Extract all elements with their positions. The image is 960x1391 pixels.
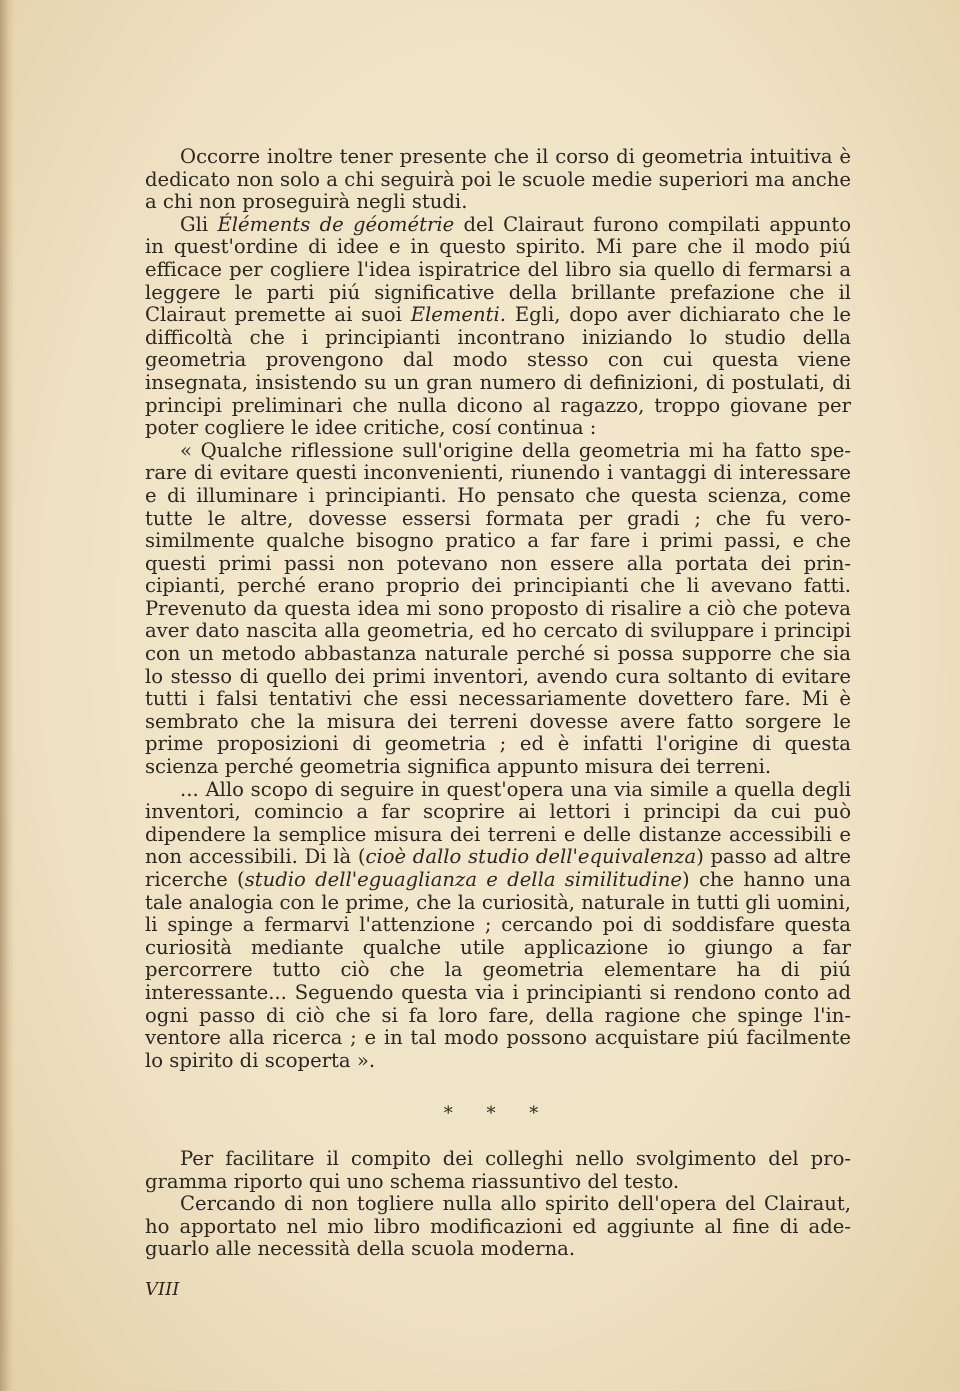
paragraph-quote-continued (145, 779, 851, 1073)
main-text (145, 146, 851, 1072)
italic-phrase: cioè dallo studio dell'equivalenza (365, 845, 697, 869)
italic-phrase: studio dell'eguaglianza e della similitudine (244, 868, 683, 891)
closing-text (145, 1148, 851, 1261)
book-title-italic: Éléments de géométrie (217, 212, 455, 236)
text-run: ) passo ad altre ricerche ( (145, 845, 852, 891)
section-separator: * * * (443, 1103, 553, 1124)
text-run: Gli (180, 212, 218, 236)
paragraph-schema: Per facilitare il compito dei colleghi nello svolgimento del programma riporto qui uno schema riassuntivo del testo. (145, 1147, 851, 1193)
paragraph-intro: Occorre inoltre tener presente che il corso di geometria intuitiva è dedicato non solo a chi seguirà poi le scuole medie superiori ma anche a chi non proseguirà negli studi. (145, 145, 851, 214)
paragraph-quote-start: « Qualche riflessione sull'origine della geometria mi ha fatto sperare di evitare questi inconvenienti, riunendo i vantaggi di interessare e di illuminare i principianti. Ho pensato che questa scienza, come tutte le altre, dovesse essersi formata per gradi ; che fu verosimilmente qualche bisogno pratico a far fare i primi passi, e che questi primi passi non potevano non essere alla portata dei principianti, perché erano proprio dei principianti che li avevano fatti. Prevenuto da questa idea mi sono proposto di risalire a ciò che poteva aver dato nascita alla geometria, ed ho cercato di sviluppare i principi con un metodo abbastanza naturale perché si possa supporre che sia lo stesso di quello dei primi inventori, avendo cura soltanto di evitare tutti i falsi tentativi che essi necessariamente dovettero fare. Mi è sembrato che la misura dei terreni dovesse avere fatto sorgere le prime proposizioni di geometria ; ed è infatti l'origine di questa scienza perché geometria significa appunto misura dei terreni. (145, 438, 851, 779)
text-run: Egli, dopo aver dichiarato che le difficoltà che i principianti incontrano iniziando lo studio della geometria provengono dal modo stesso con cui questa viene insegnata, insistendo su un gran numero di definizioni, di postulati, di principi preliminari che nulla dicono al ragazzo, troppo giovane per poter cogliere le idee critiche, cosí continua : (145, 303, 851, 440)
paragraph-modifications: Cercando di non togliere nulla allo spirito dell'opera del Clairaut, ho apportato nel mio libro modificazioni ed aggiunte al fine di adeguarlo alle necessità della scuola moderna. (145, 1192, 851, 1261)
text-run: ... Allo scopo di seguire in quest'opera una via simile a quella degli inventori, comincio a far scoprire ai lettori i principi da cui può dipendere la semplice misura dei terreni e delle distanze accessibili e non accessibili. Di là ( (145, 777, 851, 869)
page-number: VIII (145, 1279, 180, 1300)
text-run: del Clairaut furono compilati appunto in quest'ordine di idee e in questo spirito. Mi pare che il modo piú efficace per cogliere l'idea ispiratrice del libro sia quello di fermarsi a leggere le parti piú significative della brillante prefazione che il Clairaut premette ai suoi (145, 212, 851, 327)
paragraph-clairaut (145, 214, 851, 440)
text-run: ) che hanno una tale analogia con le prime, che la curiosità, naturale in tutti gli uomini, li spinge a fermarvi l'attenzione ; cercando poi di soddisfare questa curiosità mediante qualche utile applicazione io giungo a far percorrere tutto ciò che la geometria elementare ha di piú interessante... Seguendo questa via i principianti si rendono conto ad ogni passo di ciò che si fa loro fare, della ragione che spinge l'inventore alla ricerca ; e in tal modo possono acquistare piú facilmente lo spirito di scoperta ». (145, 868, 851, 1072)
elementi-italic: Elementi. (410, 303, 507, 327)
